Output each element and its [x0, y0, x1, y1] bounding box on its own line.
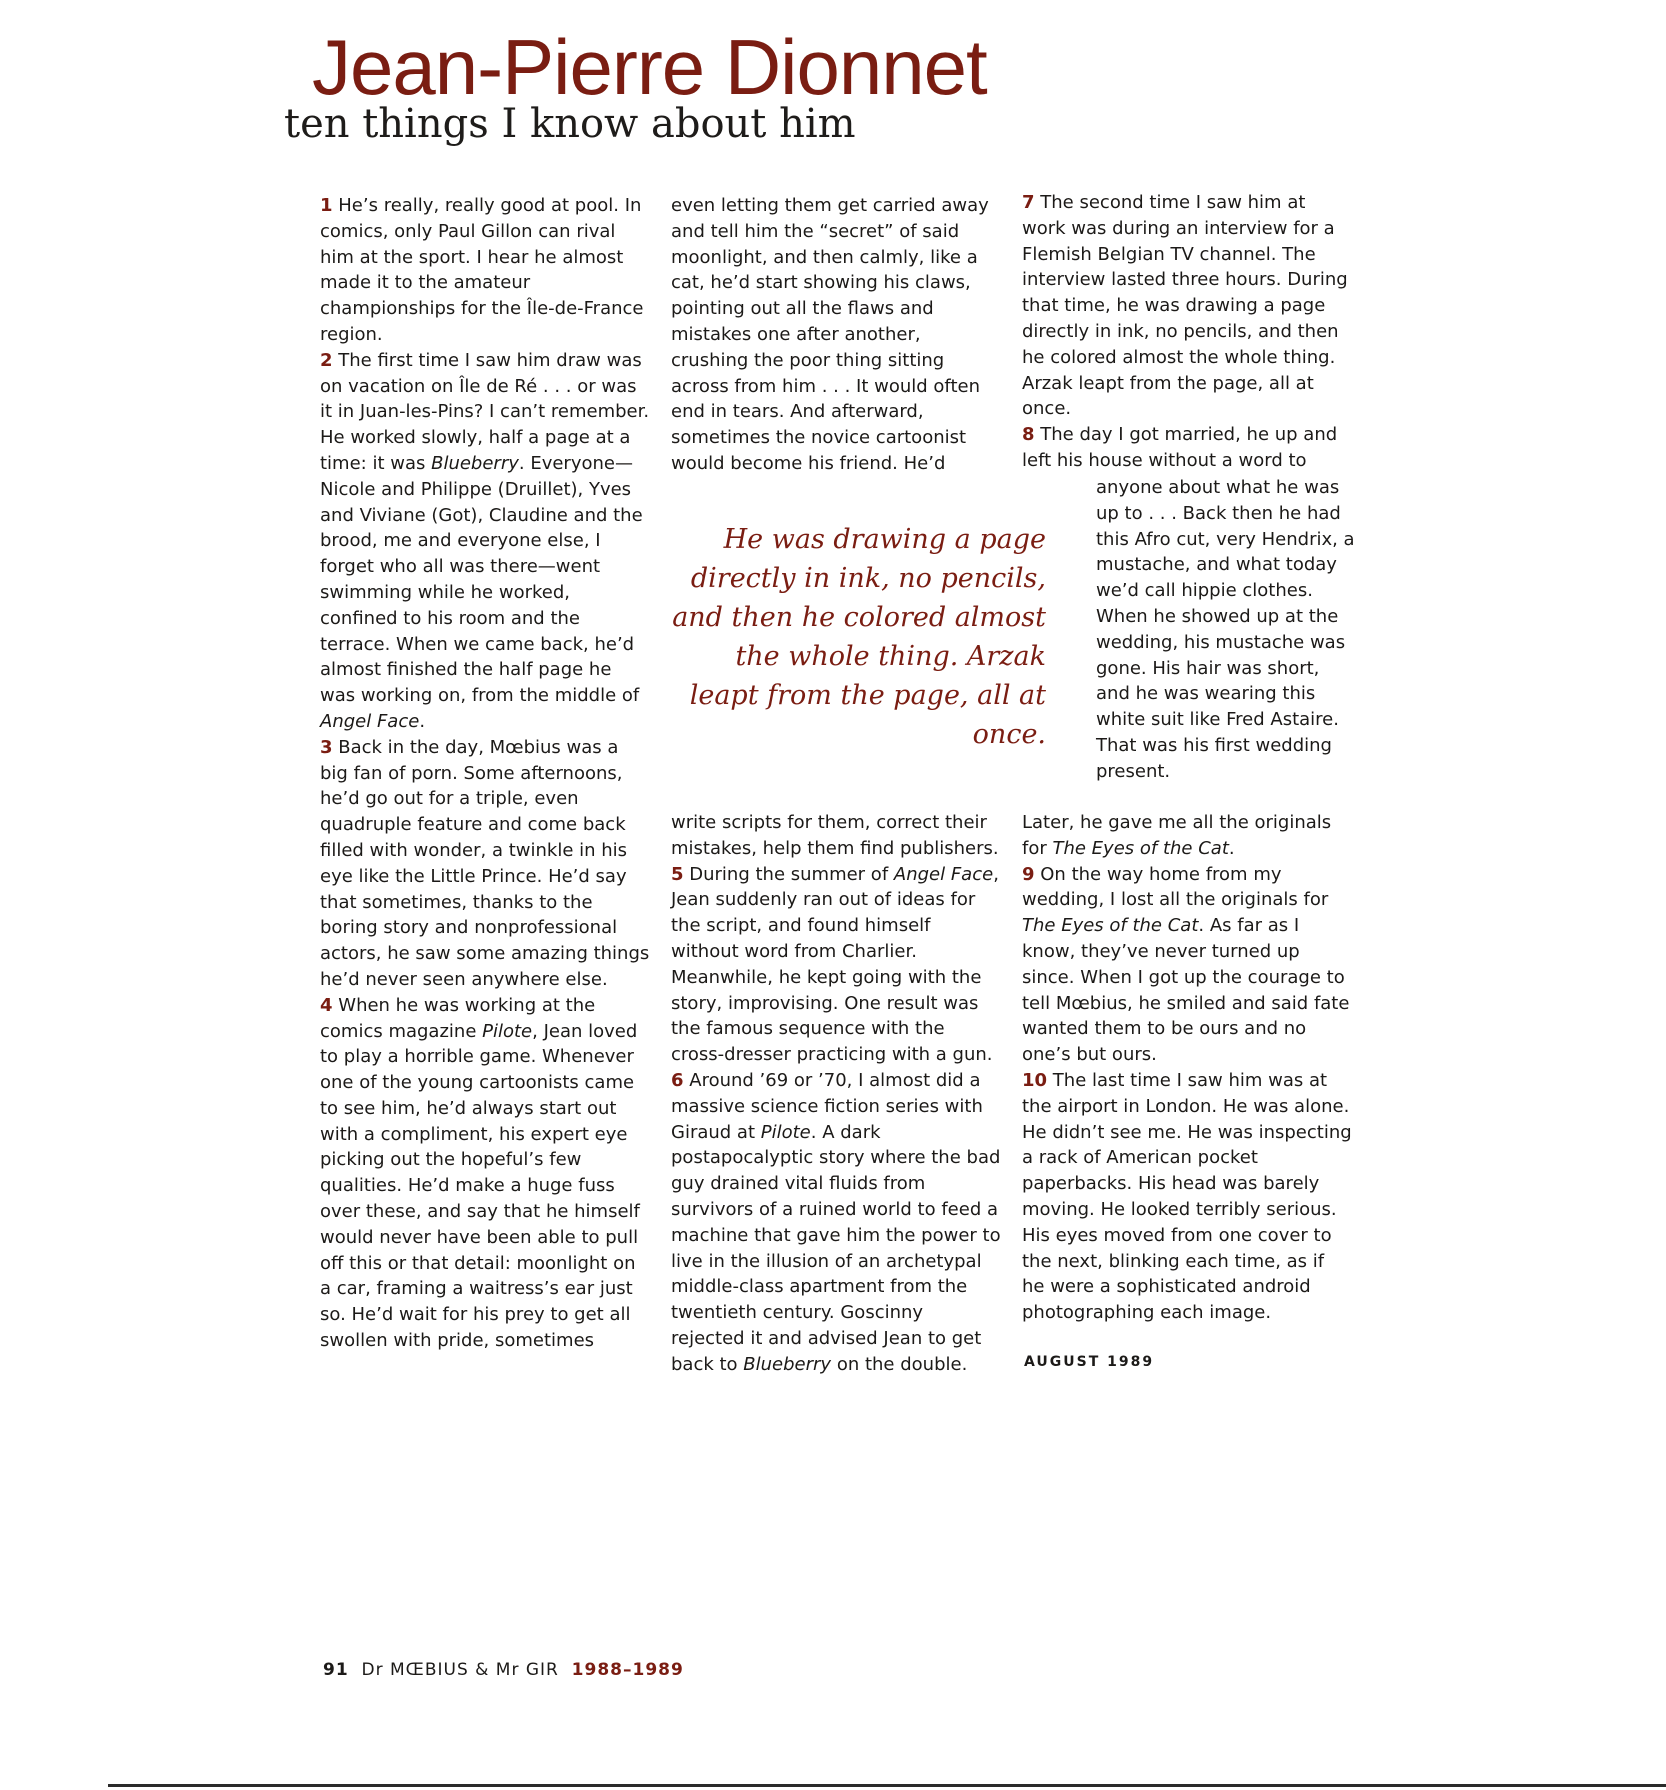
item-8-continued-2: Later, he gave me all the originals for The Eyes of the Cat. [1022, 812, 1332, 859]
item-3: 3 Back in the day, Mœbius was a big fan of porn. Some afternoons, he’d go out for a triple, even quadruple feature and come back filled with wonder, a twinkle in his eye like the Little Prince. He’d say that sometimes, thanks to the boring story and nonprofessional actors, he saw some amazing things he’d never seen anywhere else. [320, 736, 650, 990]
item-number: 3 [320, 736, 333, 758]
text-column-3-wrap [1096, 475, 1356, 785]
text-column-3-top [1022, 190, 1352, 474]
text-column-2-bottom [671, 810, 1001, 1378]
article-title: Jean-Pierre Dionnet [312, 23, 987, 111]
book-years: 1988–1989 [571, 1660, 684, 1680]
page-footer [323, 1660, 684, 1680]
bottom-rule [108, 1784, 1666, 1787]
text-column-1 [320, 193, 650, 1354]
item-4-continued-2: write scripts for them, correct their mistakes, help them find publishers. [671, 812, 999, 859]
item-number: 2 [320, 349, 333, 371]
article-subtitle: ten things I know about him [284, 101, 856, 147]
text-column-2-top [671, 193, 1001, 477]
item-2: 2 The first time I saw him draw was on vacation on Île de Ré . . . or was it in Juan-les-Pins? I can’t remember. He worked slowly, half a page at a time: it was Blueberry. Everyone—Nicole and Philippe (Druillet), Yves and Viviane (Got), Claudine and the brood, me and everyone else, I forget who all was there—went swimming while he worked, confined to his room and the terrace. When we came back, he’d almost finished the half page he was working on, from the middle of Angel Face. [320, 349, 650, 732]
item-4: 4 When he was working at the comics magazine Pilote, Jean loved to play a horrible game. Whenever one of the young cartoonists came to see him, he’d always start out with a compliment, his expert eye picking out the hopeful’s few qualities. He’d make a huge fuss over these, and say that he himself would never have been able to pull off this or that detail: moonlight on a car, framing a waitress’s ear just so. He’d wait for his prey to get all swollen with pride, sometimes [320, 994, 640, 1352]
item-7: 7 The second time I saw him at work was during an interview for a Flemish Belgian TV channel. The interview lasted three hours. During that time, he was drawing a page directly in ink, no pencils, and then he colored almost the whole thing. Arzak leapt from the page, all at once. [1022, 192, 1348, 420]
item-8: 8 The day I got married, he up and left his house without a word to [1022, 424, 1338, 471]
item-4-continued: even letting them get carried away and tell him the “secret” of said moonlight, and then calmly, like a cat, he’d start showing his claws, pointing out all the flaws and mistakes one after another, crushing the poor thing sitting across from him . . . It would often end in tears. And afterward, sometimes the novice cartoonist would become his friend. He’d [671, 195, 989, 474]
dateline: AUGUST 1989 [1024, 1354, 1155, 1370]
item-8-continued: anyone about what he was up to . . . Back then he had this Afro cut, very Hendrix, a mustache, and what today we’d call hippie clothes. When he showed up at the wedding, his mustache was gone. His hair was short, and he was wearing this white suit like Fred Astaire. That was his first wedding present. [1096, 477, 1355, 782]
item-number: 8 [1022, 424, 1035, 446]
text-column-3-bottom [1022, 810, 1352, 1326]
item-9: 9 On the way home from my wedding, I lost all the originals for The Eyes of the Cat. As far as I know, they’ve never turned up since. When I got up the courage to tell Mœbius, he smiled and said fate wanted them to be ours and no one’s but ours. [1022, 863, 1350, 1066]
item-1: 1 He’s really, really good at pool. In comics, only Paul Gillon can rival him at the sport. I hear he almost made it to the amateur championships for the Île-de-France region. [320, 195, 644, 345]
page-number: 91 [323, 1660, 349, 1680]
item-number: 7 [1022, 192, 1035, 213]
item-number: 4 [320, 994, 333, 1016]
item-number: 5 [671, 863, 684, 885]
item-10: 10 The last time I saw him was at the airport in London. He was alone. He didn’t see me. He was inspecting a rack of American pocket paperbacks. His head was barely moving. He looked terribly serious. His eyes moved from one cover to the next, blinking each time, as if he were a sophisticated android photographing each image. [1022, 1069, 1352, 1324]
book-title: Dr MŒBIUS & Mr GIR [361, 1660, 559, 1680]
item-number: 6 [671, 1069, 684, 1091]
item-number: 10 [1022, 1069, 1048, 1091]
item-number: 1 [320, 195, 333, 216]
item-number: 9 [1022, 863, 1035, 885]
item-5: 5 During the summer of Angel Face, Jean suddenly ran out of ideas for the script, and found himself without word from Charlier. Meanwhile, he kept going with the story, improvising. One result was the famous sequence with the cross-dresser practicing with a gun. [671, 863, 999, 1066]
pull-quote: He was drawing a page directly in ink, no pencils, and then he colored almost the whole thing. Arzak leapt from the page, all at once. [672, 524, 1046, 750]
item-6: 6 Around ’69 or ’70, I almost did a massive science fiction series with Giraud at Pilote. A dark postapocalyptic story where the bad guy drained vital fluids from survivors of a ruined world to feed a machine that gave him the power to live in the illusion of an archetypal middle-class apartment from the twentieth century. Goscinny rejected it and advised Jean to get back to Blueberry on the double. [671, 1069, 1001, 1375]
